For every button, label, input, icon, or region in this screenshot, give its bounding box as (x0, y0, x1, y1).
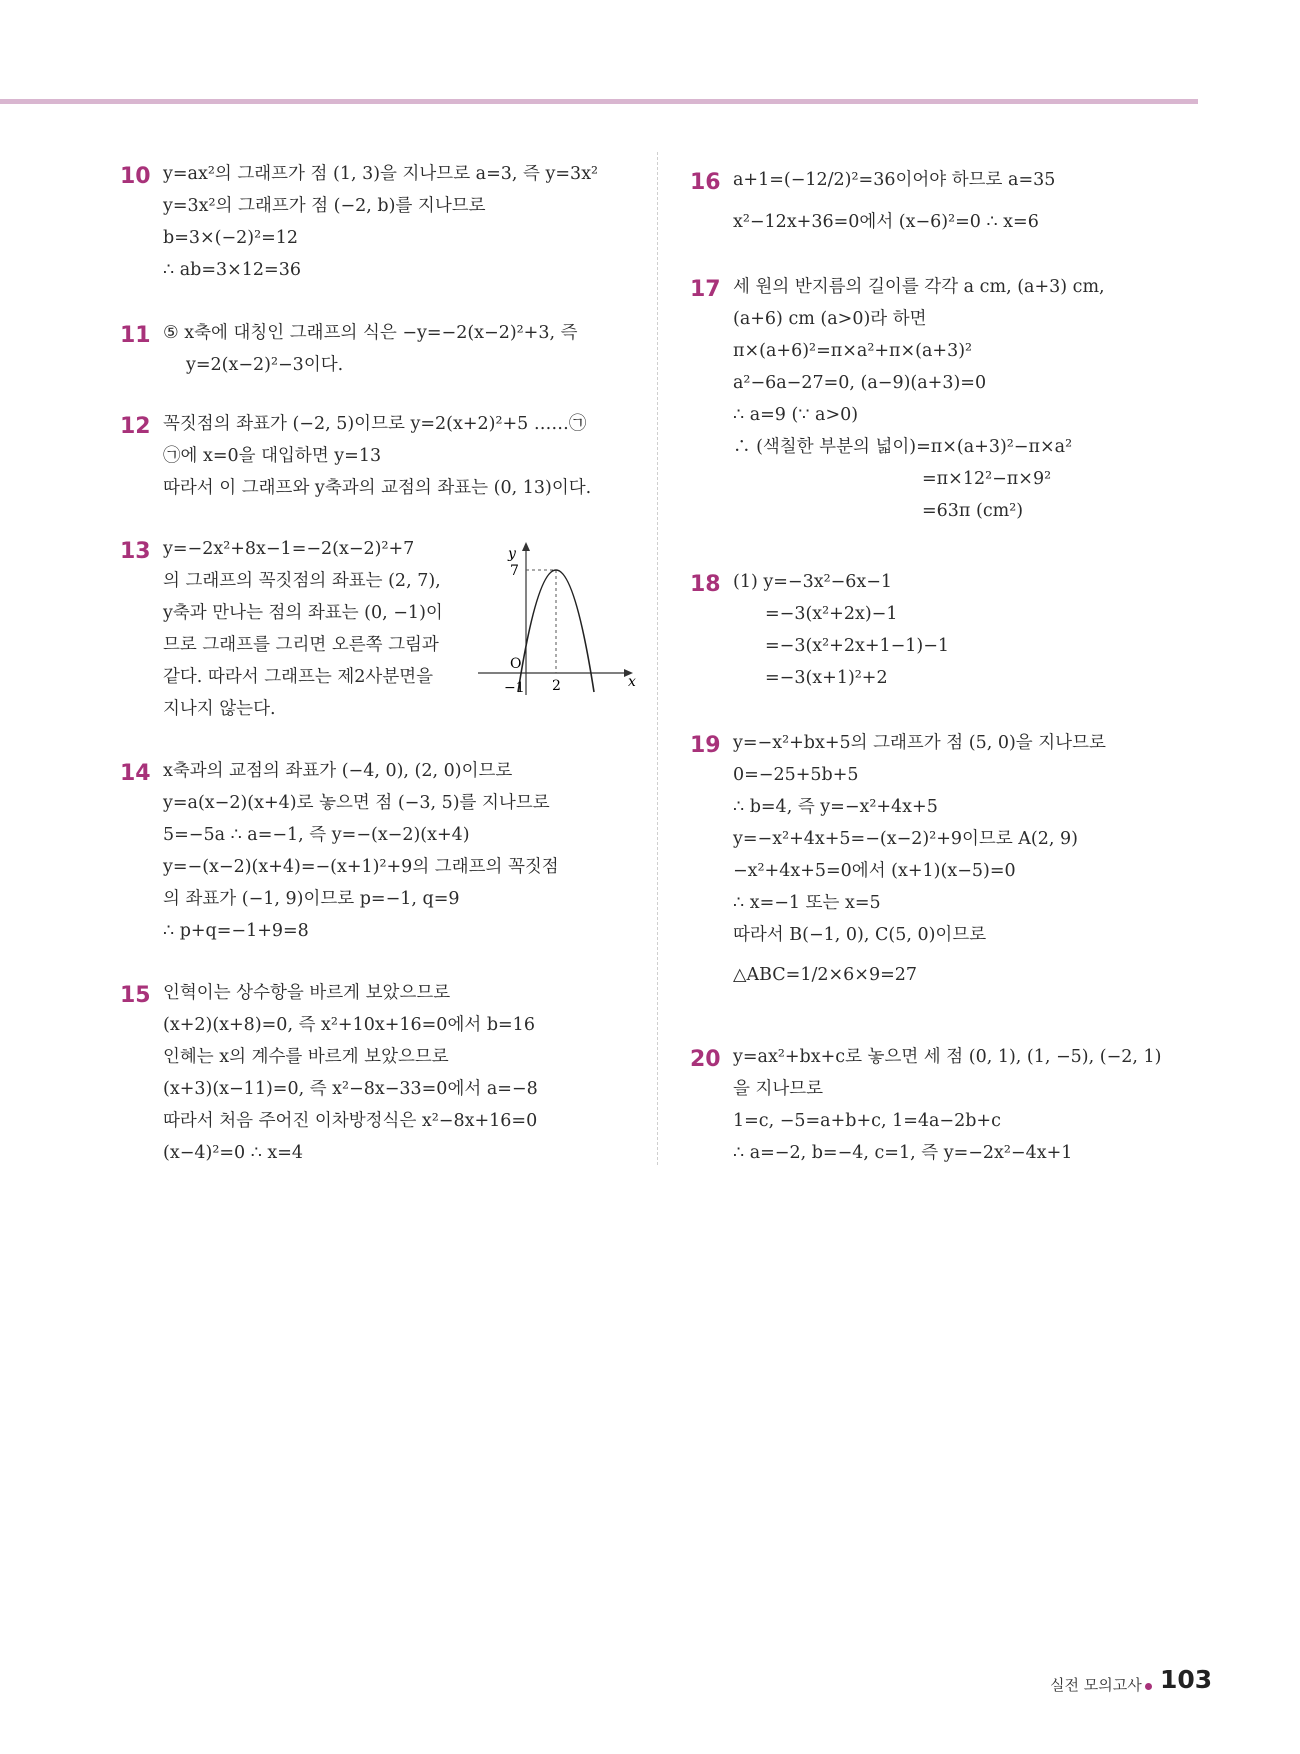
solution-line: ㉠에 x=0을 대입하면 y=13 (163, 446, 382, 466)
solution-line: ∴ p+q=−1+9=8 (163, 921, 309, 941)
solution-line: x축과의 교점의 좌표가 (−4, 0), (2, 0)이므로 (163, 761, 513, 781)
solution-line: 세 원의 반지름의 길이를 각각 a cm, (a+3) cm, (733, 277, 1105, 297)
solution-line: −x²+4x+5=0에서 (x+1)(x−5)=0 (733, 861, 1016, 881)
problem-number: 14 (120, 761, 151, 786)
solution-line: y=ax²+bx+c로 놓으면 세 점 (0, 1), (1, −5), (−2, 1) (733, 1047, 1162, 1067)
solution-line: y=−x²+4x+5=−(x−2)²+9이므로 A(2, 9) (733, 829, 1078, 849)
y-axis-arrow (522, 542, 530, 551)
vertex-y-label: 7 (510, 563, 519, 579)
top-divider-bar (0, 99, 1198, 104)
solution-line: (a+6) cm (a>0)라 하면 (733, 309, 927, 329)
solution-line: 같다. 따라서 그래프는 제2사분면을 (163, 667, 434, 687)
solution-line: =−3(x²+2x)−1 (765, 604, 898, 624)
y-axis-label: y (508, 546, 516, 562)
problem-number: 18 (690, 572, 721, 597)
solution-line: y=−2x²+8x−1=−2(x−2)²+7 (163, 539, 415, 559)
solution-line: y=ax²의 그래프가 점 (1, 3)을 지나므로 a=3, 즉 y=3x² (163, 164, 599, 184)
solution-line: a²−6a−27=0, (a−9)(a+3)=0 (733, 373, 987, 393)
solution-line: 5=−5a ∴ a=−1, 즉 y=−(x−2)(x+4) (163, 825, 470, 845)
problem-number: 13 (120, 539, 151, 564)
solution-line: 므로 그래프를 그리면 오른쪽 그림과 (163, 635, 439, 655)
solution-line: 따라서 B(−1, 0), C(5, 0)이므로 (733, 925, 987, 945)
solution-line: ∴ (색칠한 부분의 넓이)=π×(a+3)²−π×a² (733, 437, 1073, 457)
solution-line: 인혜는 x의 계수를 바르게 보았으므로 (163, 1047, 449, 1067)
solution-line: 꼭짓점의 좌표가 (−2, 5)이므로 y=2(x+2)²+5 ……㉠ (163, 414, 587, 434)
solution-line: (x−4)²=0 ∴ x=4 (163, 1143, 304, 1163)
solution-line: ∴ b=4, 즉 y=−x²+4x+5 (733, 797, 938, 817)
solution-line: 인혁이는 상수항을 바르게 보았으므로 (163, 983, 451, 1003)
solution-line: y=−x²+bx+5의 그래프가 점 (5, 0)을 지나므로 (733, 733, 1106, 753)
solution-line: 따라서 이 그래프와 y축과의 교점의 좌표는 (0, 13)이다. (163, 478, 592, 498)
solution-line: y=2(x−2)²−3이다. (186, 355, 344, 375)
column-divider (657, 152, 658, 1165)
solution-line: (1) y=−3x²−6x−1 (733, 572, 893, 592)
solution-line: =π×12²−π×9² (922, 469, 1052, 489)
solution-line: 따라서 처음 주어진 이차방정식은 x²−8x+16=0 (163, 1111, 538, 1131)
solution-line: (x+2)(x+8)=0, 즉 x²+10x+16=0에서 b=16 (163, 1015, 535, 1035)
problem-number: 17 (690, 277, 721, 302)
problem-number: 11 (120, 323, 151, 348)
solution-line: (x+3)(x−11)=0, 즉 x²−8x−33=0에서 a=−8 (163, 1079, 538, 1099)
solution-line: 0=−25+5b+5 (733, 765, 859, 785)
parabola-graph (478, 540, 638, 700)
solution-line: ∴ x=−1 또는 x=5 (733, 893, 881, 913)
solution-line: y=a(x−2)(x+4)로 놓으면 점 (−3, 5)를 지나므로 (163, 793, 550, 813)
problem-number: 16 (690, 170, 721, 195)
solution-line: =−3(x²+2x+1−1)−1 (765, 636, 950, 656)
solution-line: ∴ a=9 (∵ a>0) (733, 405, 859, 425)
origin-label: O (510, 656, 522, 672)
y-intercept-label: −1 (504, 680, 525, 696)
solution-line: 의 그래프의 꼭짓점의 좌표는 (2, 7), (163, 571, 441, 591)
problem-number: 19 (690, 733, 721, 758)
solution-line: =−3(x+1)²+2 (765, 668, 888, 688)
solution-line: π×(a+6)²=π×a²+π×(a+3)² (733, 341, 973, 361)
solution-line: 을 지나므로 (733, 1079, 824, 1099)
solution-line: 1=c, −5=a+b+c, 1=4a−2b+c (733, 1111, 1001, 1131)
solution-line: △ABC=1/2×6×9=27 (733, 965, 918, 985)
solution-line: a+1=(−12/2)²=36이어야 하므로 a=35 (733, 170, 1056, 190)
x-axis-label: x (628, 674, 636, 690)
solution-line: =63π (cm²) (922, 501, 1024, 521)
footer-bullet-icon (1145, 1683, 1152, 1690)
section-title: 실전 모의고사 (1050, 1676, 1142, 1694)
solution-line: x²−12x+36=0에서 (x−6)²=0 ∴ x=6 (733, 212, 1039, 232)
problem-number: 12 (120, 414, 151, 439)
solution-line: y=−(x−2)(x+4)=−(x+1)²+9의 그래프의 꼭짓점 (163, 857, 559, 877)
solution-line: b=3×(−2)²=12 (163, 228, 299, 248)
problem-number: 20 (690, 1047, 721, 1072)
solution-line: ∴ a=−2, b=−4, c=1, 즉 y=−2x²−4x+1 (733, 1143, 1073, 1163)
solution-line: y축과 만나는 점의 좌표는 (0, −1)이 (163, 603, 443, 623)
solution-line: y=3x²의 그래프가 점 (−2, b)를 지나므로 (163, 196, 486, 216)
x-tick-label: 2 (552, 678, 561, 694)
problem-number: 15 (120, 983, 151, 1008)
solution-line: 지나지 않는다. (163, 699, 276, 719)
solution-line: ∴ ab=3×12=36 (163, 260, 301, 280)
problem-number: 10 (120, 164, 151, 189)
solution-line: 의 좌표가 (−1, 9)이므로 p=−1, q=9 (163, 889, 460, 909)
page-number: 103 (1160, 1665, 1213, 1694)
solution-line: ⑤ x축에 대칭인 그래프의 식은 −y=−2(x−2)²+3, 즉 (163, 323, 578, 343)
